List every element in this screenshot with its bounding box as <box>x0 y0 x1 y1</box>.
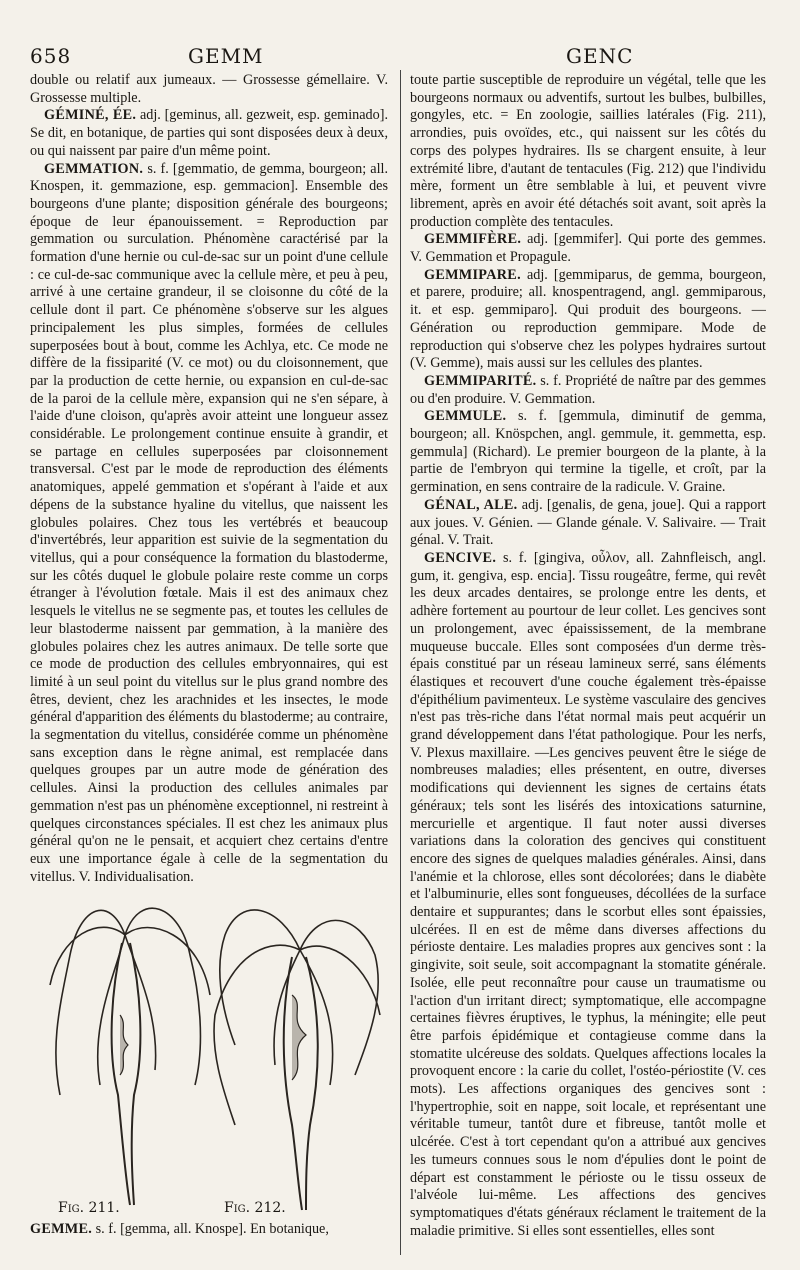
entry-text: s. f. [gemmula, diminutif de gemma, bourgeon; all. Knöspchen, angl. gemmule, it. gemmetta, esp. gemmula] (Richard). Le premier bourgeon de la plante, à la partie de l'embryon qui termine la tigelle, et croît, par la germination, en sens contraire de la radicule. V. Graine. <box>410 408 766 496</box>
entry-text: adj. [geminus, all. gezweit, esp. geminado]. Se dit, en botanique, de parties qui sont disposées deux à deux, ou qui naissent par paire d'un même point. <box>30 107 388 159</box>
running-head-right: GENC <box>566 44 634 68</box>
entry-headword: GEMMIPARITÉ. <box>424 372 537 389</box>
dictionary-entry <box>410 550 766 1240</box>
dictionary-entry <box>410 231 766 266</box>
dictionary-entry <box>410 373 766 408</box>
figure-211-caption: Fig. 211. <box>58 1200 120 1216</box>
dictionary-entry <box>30 72 388 107</box>
page-number: 658 <box>30 44 72 68</box>
entry-text: adj. [gemmiparus, de gemma, bourgeon, et parere, produire; all. knospentragend, angl. gemmiparous, it. et esp. gemmiparo]. Qui produit des bourgeons. — Génération ou reproduction gemmipare. Mode de reproduction qui s'observe chez les polypes hydraires surtout (V. Gemme), mais aussi sur les cellules des plantes. <box>410 266 766 372</box>
dictionary-entry <box>410 408 766 497</box>
entry-gemme <box>30 1221 390 1239</box>
entry-headword: GEMMIPARE. <box>424 266 521 283</box>
entry-headword: GÉNAL, ALE. <box>424 496 518 513</box>
hydra-figures-illustration <box>30 895 390 1225</box>
entry-headword: GEMMULE. <box>424 408 507 425</box>
entry-text: toute partie susceptible de reproduire un végétal, telle que les bourgeons normaux ou adventifs, surtout les bulbes, bulbilles, gongyles, etc. = En zoologie, saillies latérales (Fig. 211), arrondies, puis ovoïdes, etc., qui naissent sur les côtés du corps des polypes hydraires. Ils se chargent ensuite, à leur extrémité libre, d'autant de tentacules (Fig. 212) que l'individu mère, forment un être semblable à lui, et peuvent vivre librement, après en avoir été détachés soit avant, soit après la production complète des tentacules. <box>410 72 766 230</box>
entry-headword: GÉMINÉ, ÉE. <box>44 107 137 124</box>
entry-text: s. f. [gemma, all. Knospe]. En botanique, <box>92 1221 329 1237</box>
entry-text: s. f. [gingiva, οὖλον, all. Zahnfleisch, angl. gum, it. gengiva, esp. encia]. Tissu rougeâtre, ferme, qui revêt les deux arcades dentaires, se prolonge entre les dents, et adhère fortement au pourtour de leur collet. Les gencives sont un prolongement, avec épaississement, de la membrane muqueuse buccale. Elles sont composées d'un derme très-épais constitué par un réseau lamineux serré, sans éléments élastiques et recouvert d'une couche également très-épaisse d'épithélium pavimenteux. Le système vasculaire des gencives n'est pas très-riche dans l'état normal mais peut acquérir un grand développement dans l'état pathologique. Pour les nerfs, V. Plexus maxillaire. —Les gencives peuvent être le siége de nombreuses maladies; elles présentent, en outre, diverses modifications qui deviennent les signes de certains états généraux; tels sont les lisérés des intoxications saturnine, mercurielle et argentique. Il faut noter aussi diverses variations dans la coloration des gencives qui constituent encore des signes de quelques maladies générales. Ainsi, dans l'anémie et la chlorose, elles sont décolorées; dans le diabète et l'albuminurie, elles sont fongueuses, décollées de la surface dentaire et suppurantes; dans le scorbut elles sont épaissies, ulcérées. Il en est de même dans diverses affections du périoste dentaire. Les maladies propres aux gencives sont : la gingivite, soit seule, soit accompagnant la stomatite générale. Isolée, elle peut reconnaître pour cause un traumatisme ou l'action d'un irritant direct; symptomatique, elle accompagne certaines fièvres éruptives, le typhus, la méningite; elle peut être parfois épidémique et contagieuse comme dans la stomatite ulcéreuse des soldats. Quelques affections locales la provoquent encore : la carie du collet, l'ostéo-périostite (V. ces mots). Les affections organiques des gencives sont : l'hypertrophie, soit en nappe, soit locale, et représentant une véritable tumeur, tantôt dure et fibreuse, tantôt molle et ulcérée. C'est à tort cependant qu'on a attribué aux gencives les tumeurs connues sous le nom d'épulies dont le point de départ est constamment le périoste ou le tissu osseux de l'alvéole lui-même. Les affections des gencives symptomatiques d'états généraux réclament le traitement de la maladie primitive. Si elles sont essentielles, elles sont <box>410 549 766 1239</box>
right-column <box>410 72 766 1257</box>
entry-headword: GEMMIFÈRE. <box>424 231 522 248</box>
left-column <box>30 72 388 897</box>
fig-211-hydra <box>50 908 210 1205</box>
dictionary-entry <box>410 497 766 550</box>
entry-headword: GEMME. <box>30 1221 93 1237</box>
entry-headword: GENCIVE. <box>424 549 497 566</box>
fig-212-hydra <box>214 910 380 1210</box>
dictionary-entry <box>30 161 388 887</box>
column-divider <box>400 70 401 1255</box>
running-head-left: GEMM <box>188 44 264 68</box>
figure-212-caption: Fig. 212. <box>224 1200 286 1216</box>
dictionary-entry <box>410 267 766 373</box>
dictionary-entry <box>30 107 388 160</box>
dictionary-entry <box>410 72 766 231</box>
entry-text: adj. [genalis, de gena, joue]. Qui a rapport aux joues. V. Génien. — Glande génale. V. Salivaire. — Trait génal. V. Trait. <box>410 496 766 549</box>
entry-text: adj. [gemmifer]. Qui porte des gemmes. V. Gemmation et Propagule. <box>410 231 766 266</box>
entry-text: s. f. [gemmatio, de gemma, bourgeon; all. Knospen, it. gemmazione, esp. gemmacion]. Ensemble des bourgeons d'une plante; disposition générale des bourgeons; époque de leur épanouissement. = Reproduction par gemmation ou surculation. Phénomène caractérisé par la formation d'une hernie ou cul-de-sac sur un point d'une cellule : ce cul-de-sac communique avec la cellule mère, et peu à peu, arrivé à une certaine grandeur, il se cloisonne du côté de la cellule dont il part. Ce phénomène s'observe sur les algues principalement les plus simples, formées de cellules superposées bout à bout, comme les Achlya, etc. Ce mode ne diffère de la fissiparité (V. ce mot) ou du cloisonnement, que par la production de cette hernie, ou expansion en cul-de-sac de la paroi de la cellule mère, expansion qui ne s'en sépare, à l'aide d'une cloison, qu'après avoir atteint une longueur assez considérable. Le prolongement continue ensuite à grandir, et se partage en cellules superposées par cloisonnement transversal. C'est par le mode de reproduction des éléments anatomiques, appelé gemmation et s'opérant à l'aide et aux dépens de la substance hyaline du vitellus, que naissent les globules polaires. Chez tous les vertébrés et beaucoup d'invertébrés, leur apparition est suivie de la segmentation du vitellus, qui a pour conséquence la formation du blastoderme, sur les côtés duquel le globule polaire reste comme un corps étranger à l'évolution fœtale. Mais il est des animaux chez lesquels le vitellus ne se segmente pas, et toutes les cellules de leur blastoderme naissent par gemmation, à la manière des globules polaires chez les autres animaux. De telle sorte que ce mode de production des cellules embryonnaires, qui est limité à un seul point du vitellus sur le plus grand nombre des êtres, devient, chez les arachnides et les insectes, le mode général d'apparition des éléments du blastoderme; au contraire, la segmentation du vitellus, considérée comme un phénomène sans exception dans le règne animal, est remplacée dans quelques groupes par un autre mode de génération des cellules. Ainsi la production des cellules animales par gemmation n'est pas un phénomène exceptionnel, ni restreint à quelques circonstances spéciales. Il est chez les animaux plus général qu'on ne le pensait, et acquiert chez certains d'entre eux une importance égale à celle de la segmentation du vitellus. V. Individualisation. <box>30 160 388 885</box>
entry-text: double ou relatif aux jumeaux. — Grossesse gémellaire. V. Grossesse multiple. <box>30 72 388 106</box>
entry-headword: GEMMATION. <box>44 160 144 177</box>
entry-text: s. f. Propriété de naître par des gemmes ou d'en produire. V. Gemmation. <box>410 372 766 407</box>
